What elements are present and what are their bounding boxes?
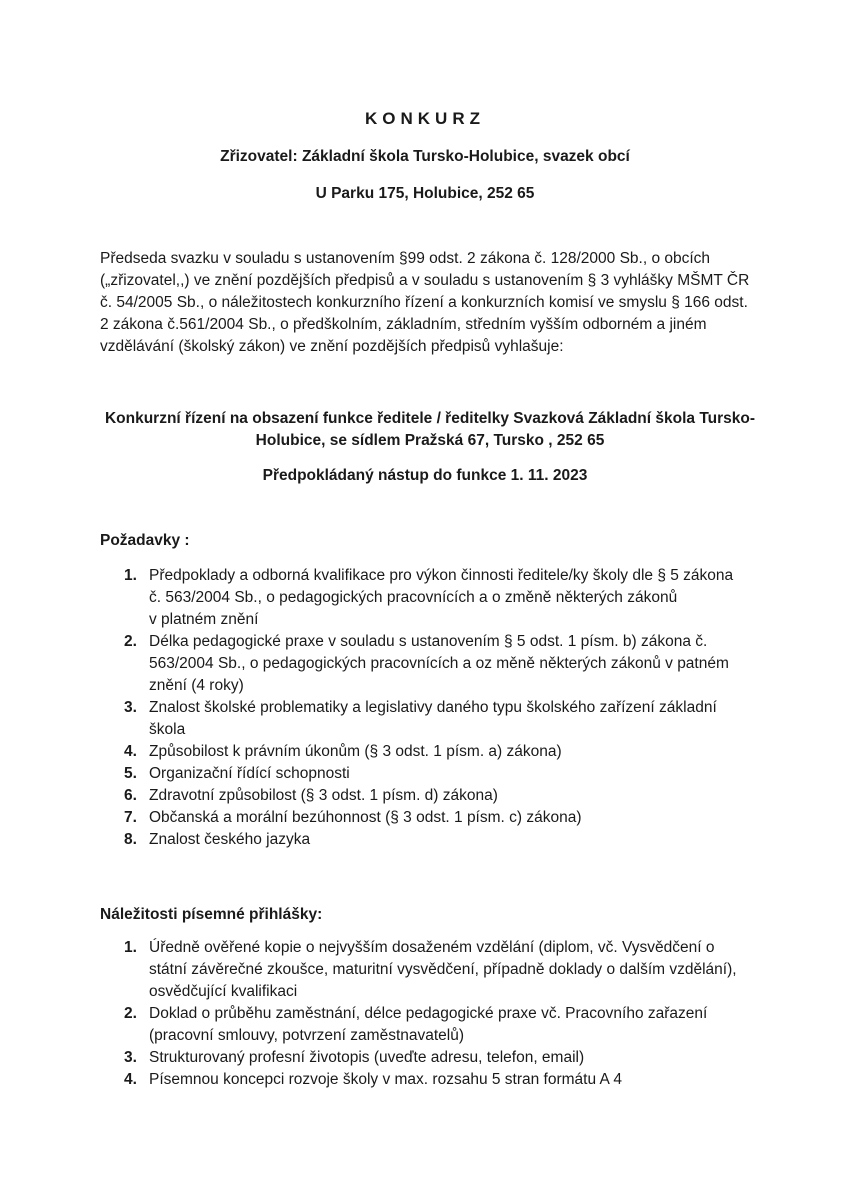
intro-line: („zřizovatel,,) ve znění pozdějších předpisů a v souladu s ustanovením § 3 vyhlášky MŠMT ČR xyxy=(100,272,750,289)
list-item xyxy=(100,763,740,785)
list-item-line: Znalost českého jazyka xyxy=(149,831,311,848)
requirements-list xyxy=(100,565,740,851)
list-item-line: Předpoklady a odborná kvalifikace pro výkon činnosti ředitele/ky školy dle § 5 zákona xyxy=(149,567,734,584)
list-item-line: 563/2004 Sb., o pedagogických pracovnících a oz měně některých zákonů v patném xyxy=(149,655,729,672)
intro-line: č. 54/2005 Sb., o náležitostech konkurzního řízení a konkurzních komisí ve smyslu § 166 odst. xyxy=(100,294,748,311)
application-list xyxy=(100,937,740,1091)
competition-line: Konkurzní řízení na obsazení funkce ředitele / ředitelky Svazková Základní škola Tursko- xyxy=(104,410,756,427)
founder-line: Zřizovatel: Základní škola Tursko-Holubice, svazek obcí xyxy=(220,148,630,165)
list-number: 3. xyxy=(124,1049,137,1066)
list-item-line: osvědčující kvalifikaci xyxy=(149,983,298,1000)
list-number: 7. xyxy=(124,809,137,826)
list-number: 2. xyxy=(124,1005,137,1022)
list-item xyxy=(100,565,740,631)
list-item-line: Občanská a morální bezúhonnost (§ 3 odst. 1 písm. c) zákona) xyxy=(149,809,582,826)
application-heading: Náležitosti písemné přihlášky: xyxy=(100,906,323,923)
list-number: 3. xyxy=(124,699,137,716)
address-line: U Parku 175, Holubice, 252 65 xyxy=(315,185,535,202)
list-item xyxy=(100,1047,740,1069)
list-item xyxy=(100,741,740,763)
list-number: 5. xyxy=(124,765,137,782)
list-number: 4. xyxy=(124,1071,137,1088)
list-number: 2. xyxy=(124,633,137,650)
intro-line: vzdělávání (školský zákon) ve znění pozdějších předpisů vyhlašuje: xyxy=(100,338,564,355)
list-item-line: Písemnou koncepci rozvoje školy v max. rozsahu 5 stran formátu A 4 xyxy=(149,1071,622,1088)
intro-line: 2 zákona č.561/2004 Sb., o předškolním, základním, středním vyšším odborném a jiném xyxy=(100,316,707,333)
list-number: 4. xyxy=(124,743,137,760)
list-item-line: Znalost školské problematiky a legislativy daného typu školského zařízení základní xyxy=(149,699,717,716)
list-item xyxy=(100,937,740,1003)
list-item-line: Délka pedagogické praxe v souladu s ustanovením § 5 odst. 1 písm. b) zákona č. xyxy=(149,633,708,650)
list-item-line: (pracovní smlouvy, potvrzení zaměstnavatelů) xyxy=(149,1027,465,1044)
list-item-line: Úředně ověřené kopie o nejvyšším dosaženém vzdělání (diplom, vč. Vysvědčení o xyxy=(149,939,715,956)
start-date-line: Předpokládaný nástup do funkce 1. 11. 2023 xyxy=(262,467,588,484)
competition-title xyxy=(100,408,760,452)
list-item xyxy=(100,697,740,741)
list-item xyxy=(100,807,740,829)
list-number: 1. xyxy=(124,939,137,956)
competition-line: Holubice, se sídlem Pražská 67, Tursko , 252 65 xyxy=(255,432,605,449)
list-item-line: škola xyxy=(149,721,186,738)
list-number: 6. xyxy=(124,787,137,804)
list-item-line: státní závěrečné zkoušce, maturitní vysvědčení, případně doklady o dalším vzdělání), xyxy=(149,961,737,978)
list-number: 8. xyxy=(124,831,137,848)
requirements-heading: Požadavky : xyxy=(100,532,190,549)
list-number: 1. xyxy=(124,567,137,584)
document-title: KONKURZ xyxy=(365,109,485,128)
intro-line: Předseda svazku v souladu s ustanovením §99 odst. 2 zákona č. 128/2000 Sb., o obcích xyxy=(100,250,711,267)
list-item-line: Zdravotní způsobilost (§ 3 odst. 1 písm. d) zákona) xyxy=(149,787,498,804)
list-item-line: znění (4 roky) xyxy=(149,677,244,694)
list-item-line: č. 563/2004 Sb., o pedagogických pracovnících a o změně některých zákonů xyxy=(149,589,678,606)
list-item-line: Doklad o průběhu zaměstnání, délce pedagogické praxe vč. Pracovního zařazení xyxy=(149,1005,708,1022)
list-item xyxy=(100,631,740,697)
list-item-line: v platném znění xyxy=(149,611,259,628)
list-item xyxy=(100,785,740,807)
list-item xyxy=(100,1069,740,1091)
list-item xyxy=(100,1003,740,1047)
intro-paragraph xyxy=(100,248,760,358)
list-item xyxy=(100,829,740,851)
list-item-line: Organizační řídící schopnosti xyxy=(149,765,350,782)
list-item-line: Strukturovaný profesní životopis (uveďte adresu, telefon, email) xyxy=(149,1049,585,1066)
list-item-line: Způsobilost k právním úkonům (§ 3 odst. 1 písm. a) zákona) xyxy=(149,743,562,760)
